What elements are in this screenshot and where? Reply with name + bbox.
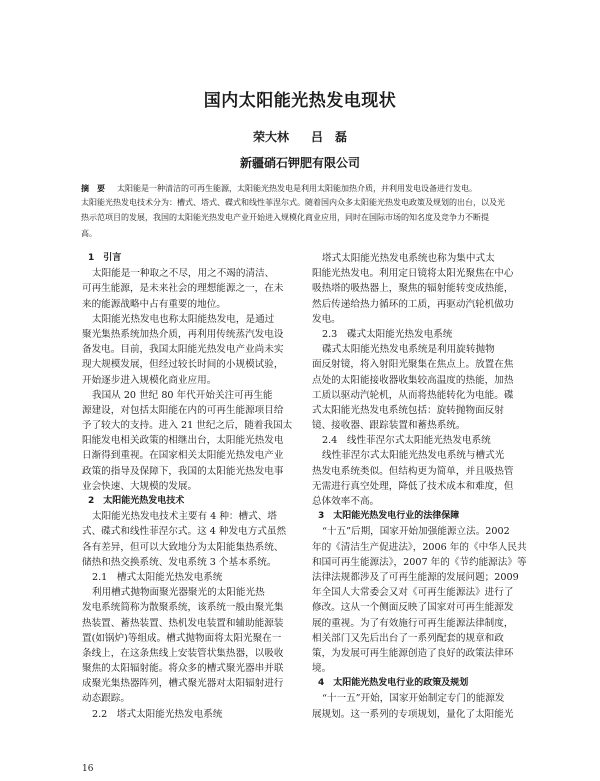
author-list (0, 128, 600, 145)
body-text-line: 吸热塔的吸热器上，聚焦的辐射能转变成热能， (312, 283, 514, 295)
body-text-line: 太阳能是一种取之不尽，用之不竭的清洁、 (92, 268, 275, 280)
body-text-line: 式、碟式和线性菲涅尔式。这 4 种发电方式虽然 (82, 526, 287, 538)
section-heading: 2.2 塔式太阳能光热发电系统 (92, 708, 223, 720)
body-text-line: 日渐得到重视。在国家相关太阳能光热发电产业 (82, 450, 284, 462)
body-text-line: 源建设，对包括太阳能在内的可再生能源项目给 (82, 404, 284, 416)
body-text-line: 展规划。这一系列的专项规划，量化了太阳能光 (312, 708, 514, 720)
body-text-line: 现大规模发展，但经过较长时间的小规模试验， (82, 359, 284, 371)
body-text-line: 利用槽式抛物面聚光器聚光的太阳能光热 (92, 587, 265, 599)
body-text-line: 年全国人大常委会又对《可再生能源法》进行了 (312, 587, 514, 599)
body-text-line: 相关部门又先后出台了一系列配套的规章和政 (312, 632, 504, 644)
body-text-line: 太阳能光热发电也称太阳能热发电，是通过 (92, 313, 275, 325)
body-text-line: 动态跟踪。 (82, 693, 130, 705)
body-text-line: 法律法规都涉及了可再生能源的发展问题；2009 (312, 571, 519, 583)
body-text-line: 然后传递给热力循环的工质，再驱动汽轮机做功 (312, 298, 514, 310)
author-name: 吕 磊 (311, 130, 348, 144)
body-text-line: 工质以驱动汽轮机，从而将热能转化为电能。碟 (312, 389, 514, 401)
body-text-line: 发电。 (312, 313, 341, 325)
body-text-line: 年的《清洁生产促进法》，2006 年的《中华人民共 (312, 541, 527, 553)
section-heading: 2.3 碟式太阳能光热发电系统 (322, 328, 453, 340)
body-text-line: 展的重视。为了有效施行可再生能源法律制度， (312, 617, 514, 629)
body-text-line: 镜、接收器、跟踪装置和蓄热系统。 (312, 420, 466, 432)
section-heading: 1 引言 (88, 253, 122, 263)
body-text-line: 塔式太阳能光热发电系统也称为集中式太 (322, 253, 495, 264)
affiliation: 新疆硝石钾肥有限公司 (239, 156, 360, 170)
section-heading: 2.1 槽式太阳能光热发电系统 (92, 571, 223, 583)
right-column (312, 251, 530, 722)
abstract (81, 182, 531, 243)
body-text-line: 和国可再生能源法》，2007 年的《节约能源法》等 (312, 556, 527, 568)
body-text-line: 聚焦的太阳辐射能。将众多的槽式聚光器串并联 (82, 663, 284, 675)
body-text-line: 策，为发展可再生能源创造了良好的政策法律环 (312, 647, 514, 659)
section-heading: 2 太阳能光热发电技术 (88, 496, 185, 506)
body-text-line: 条线上，在这条焦线上安装管状集热器，以吸收 (82, 647, 284, 659)
body-text-line: 碟式太阳能光热发电系统是利用旋转抛物 (322, 344, 495, 356)
body-text-line: 修改。这从一个侧面反映了国家对可再生能源发 (312, 602, 514, 614)
body-text-line: 予了较大的支持。进入 21 世纪之后，随着我国太 (82, 420, 293, 432)
section-heading: 3 太阳能光热发电行业的法律保障 (318, 511, 460, 522)
abstract-line: 高。 (81, 228, 97, 238)
body-text-line: 开始逐步进入规模化商业应用。 (82, 374, 217, 386)
body-text-line: 置(如锅炉)等组成。槽式抛物面将太阳光聚在一 (82, 632, 282, 644)
abstract-label: 摘 要 (81, 183, 105, 193)
body-text-line: 我国从 20 世纪 80 年代开始关注可再生能 (92, 389, 273, 401)
body-text-line: 阳能光热发电。利用定日镜将太阳光聚焦在中心 (312, 268, 514, 280)
body-text-line: 阳能发电相关政策的相继出台，太阳能光热发电 (82, 435, 284, 447)
body-text-line: 无需进行真空处理，降低了技术成本和难度，但 (312, 480, 514, 492)
body-text-line: 太阳能光热发电技术主要有 4 种：槽式、塔 (92, 511, 277, 523)
body-text-line: 聚光集热系统加热介质，再利用传统蒸汽发电设 (82, 328, 284, 340)
body-text-line: 业会快速、大规模的发展。 (82, 480, 198, 492)
abstract-line: 热示范项目的发展，我国的太阳能光热发电产业开始进入规模化商业应用，同时在国际市场的知名度及竞争力不断提 (81, 213, 489, 223)
body-text-line: 热发电系统类似。但结构更为简单，并且吸热管 (312, 465, 514, 477)
section-heading: 4 太阳能光热发电行业的政策及规划 (318, 678, 469, 689)
body-text-line: 总体效率不高。 (312, 496, 380, 507)
body-text-line: 面反射镜，将入射阳光聚集在焦点上。放置在焦 (312, 359, 514, 371)
left-column (82, 251, 300, 722)
author-name: 荣大林 (252, 130, 289, 144)
body-text-line: “十一五”开始，国家开始制定专门的能源发 (322, 693, 505, 705)
page-number: 16 (82, 764, 94, 774)
body-text-line: 境。 (312, 663, 332, 675)
body-text-line: 政策的指导及保障下，我国的太阳能光热发电事 (82, 465, 284, 477)
paper-title: 国内太阳能光热发电现状 (203, 91, 397, 111)
abstract-line: 太阳能光热发电技术分为：槽式、塔式、碟式和线性菲涅尔式。随着国内众多太阳能光热发电政策及规划的出台，以及光 (81, 198, 505, 208)
body-text-line: 热装置、蓄热装置、热机发电装置和辅助能源装 (82, 617, 284, 629)
body-text-line: 各有差异，但可以大致地分为太阳能集热系统、 (82, 541, 284, 553)
section-heading: 2.4 线性菲涅尔式太阳能光热发电系统 (322, 435, 491, 447)
body-text-line: 点处的太阳能接收器收集较高温度的热能，加热 (312, 374, 514, 386)
body-text-line: 线性菲涅尔式太阳能光热发电系统与槽式光 (322, 450, 505, 462)
body-text-line: 成聚光集热器阵列，槽式聚光器对太阳辐射进行 (82, 678, 284, 690)
body-text-line: 备发电。目前，我国太阳能光热发电产业尚未实 (82, 344, 284, 356)
abstract-line: 太阳能是一种清洁的可再生能源，太阳能光热发电是利用太阳能加热介质，并利用发电设备进行发电。 (117, 184, 477, 193)
body-text-line: 来的能源战略中占有重要的地位。 (82, 298, 226, 310)
body-text-line: 式太阳能光热发电系统包括：旋转抛物面反射 (312, 404, 504, 416)
body-text-line: 发电系统简称为散聚系统，该系统一般由聚光集 (82, 602, 284, 614)
body-text-line: 可再生能源，是未来社会的理想能源之一，在未 (82, 283, 284, 295)
body-text-line: “十五”后期，国家开始加强能源立法。2002 (322, 526, 510, 538)
body-text-line: 储热和热交换系统、发电系统 3 个基本系统。 (82, 556, 277, 568)
